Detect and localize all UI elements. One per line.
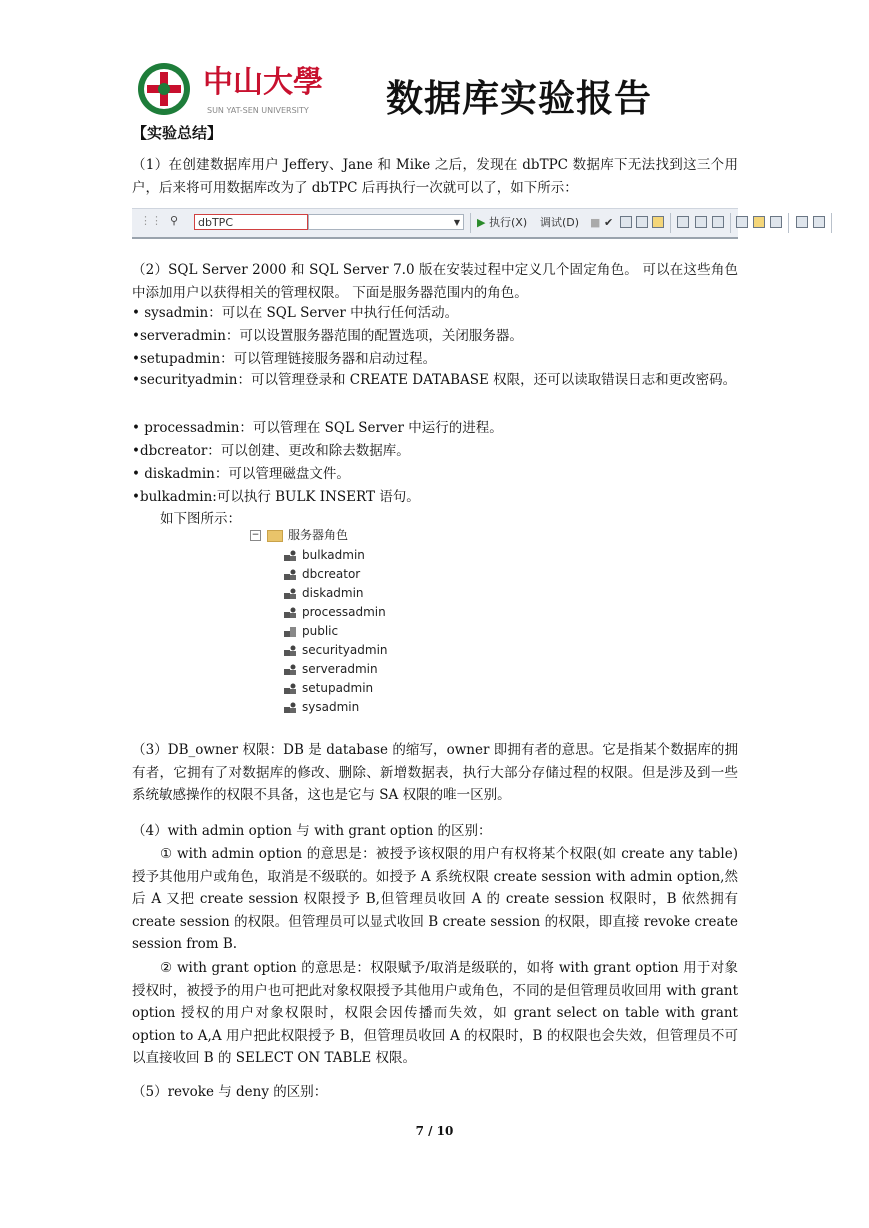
- tree-item[interactable]: [284, 660, 378, 678]
- tree-item-label: sysadmin: [302, 700, 360, 714]
- tree-item[interactable]: [284, 622, 338, 640]
- report-title: 数据库实验报告: [386, 77, 652, 120]
- paragraph-4-title: （4）with admin option 与 with grant option 的区别：: [132, 823, 492, 839]
- tree-item-label: diskadmin: [302, 586, 364, 600]
- stop-icon[interactable]: ■: [590, 216, 601, 229]
- server-role-icon: [284, 568, 297, 580]
- tree-item[interactable]: [284, 565, 360, 583]
- uncomment-icon[interactable]: [813, 216, 825, 228]
- database-select[interactable]: dbTPC: [194, 214, 308, 230]
- plug-icon[interactable]: ⚲: [170, 214, 179, 227]
- check-icon[interactable]: ✔: [604, 216, 614, 229]
- ssms-toolbar: [132, 208, 738, 239]
- database-dropdown[interactable]: [308, 214, 464, 230]
- toolbar-separator: [831, 213, 832, 233]
- page-number: 7 / 10: [415, 1124, 454, 1138]
- plan-icon[interactable]: [636, 216, 648, 228]
- tree-item[interactable]: [284, 679, 373, 697]
- server-role-icon: [284, 701, 297, 713]
- tree-root-label: 服务器角色: [288, 528, 349, 542]
- university-logo: [135, 60, 355, 118]
- tree-item[interactable]: [284, 698, 359, 716]
- results-file-icon[interactable]: [770, 216, 782, 228]
- paragraph-4b: ② with grant option 的意思是：权限赋予/取消是级联的，如将 with grant option 用于对象授权时，被授予的用户也可把此对象权限授予其他用户或角色，不同的是但管理员收回用 with grant option 授权的用户对象权限时，权限会因传播而失效，如 grant select on table with grant option to A,A 用户把此权限授予 B，但管理员收回 A 的权限时，B 的权限也会失效，但管理员不可以直接收回 B 的 SELECT ON TABLE 权限。: [132, 960, 738, 1066]
- paragraph-1: （1）在创建数据库用户 Jeffery、Jane 和 Mike 之后，发现在 dbTPC 数据库下无法找到这三个用户，后来将可用数据库改为了 dbTPC 后再执行一次就可以了，如下所示：: [132, 157, 738, 196]
- results-text-icon[interactable]: [736, 216, 748, 228]
- public-role-icon: [284, 625, 297, 637]
- role-bullet: •serveradmin：可以设置服务器范围的配置选项，关闭服务器。: [132, 328, 523, 344]
- server-role-icon: [284, 663, 297, 675]
- role-bullet: •dbcreator：可以创建、更改和除去数据库。: [132, 443, 410, 459]
- svg-text:SUN YAT-SEN UNIVERSITY: SUN YAT-SEN UNIVERSITY: [207, 106, 309, 115]
- tree-item[interactable]: [284, 584, 364, 602]
- comment-icon[interactable]: [796, 216, 808, 228]
- toolbar-separator: [470, 213, 471, 233]
- role-bullet: •setupadmin：可以管理链接服务器和启动过程。: [132, 351, 437, 367]
- toolbar-separator: [788, 213, 789, 233]
- tree-item-label: bulkadmin: [302, 548, 365, 562]
- tree-root[interactable]: [250, 526, 348, 544]
- tree-item-label: dbcreator: [302, 567, 361, 581]
- role-bullet: • processadmin：可以管理在 SQL Server 中运行的进程。: [132, 420, 503, 436]
- server-role-icon: [284, 587, 297, 599]
- collapse-icon[interactable]: −: [251, 530, 260, 540]
- tree-item-label: processadmin: [302, 605, 386, 619]
- stats-icon[interactable]: [695, 216, 707, 228]
- paragraph-5-title: （5）revoke 与 deny 的区别：: [132, 1084, 328, 1100]
- role-bullet: • diskadmin：可以管理磁盘文件。: [132, 466, 350, 482]
- server-role-icon: [284, 549, 297, 561]
- paragraph-2: （2）SQL Server 2000 和 SQL Server 7.0 版在安装过程中定义几个固定角色。 可以在这些角色中添加用户以获得相关的管理权限。 下面是服务器范围内的角色。: [132, 262, 738, 301]
- section-title: 【实验总结】: [132, 124, 223, 142]
- tree-item-label: public: [302, 624, 339, 638]
- tree-item-label: securityadmin: [302, 643, 388, 657]
- tree-item[interactable]: [284, 546, 365, 564]
- execute-button[interactable]: 执行(X): [489, 216, 528, 229]
- role-bullet: •bulkadmin:可以执行 BULK INSERT 语句。: [132, 489, 420, 505]
- folder-icon: [267, 530, 283, 542]
- paragraph-3: （3）DB_owner 权限：DB 是 database 的缩写，owner 即拥有者的意思。它是指某个数据库的拥有者，它拥有了对数据库的修改、删除、新增数据表，执行大部分存储过程的权限。但是涉及到一些系统敏感操作的权限不具备，这也是它与 SA 权限的唯一区别。: [132, 742, 738, 803]
- tree-item-label: setupadmin: [302, 681, 374, 695]
- role-bullet: •securityadmin：可以管理登录和 CREATE DATABASE 权限，还可以读取错误日志和更改密码。: [132, 372, 737, 388]
- svg-text:中山大學: 中山大學: [203, 65, 323, 100]
- paragraph-4a: ① with admin option 的意思是：被授予该权限的用户有权将某个权限(如 create any table)授予其他用户或角色，取消是不级联的。如授予 A 系统权限 create session with admin option,然后 A 又把 create session 权限授予 B,但管理员收回 A 的 create session 权限时，B 依然拥有 create session 的权限。但管理员可以显式收回 B create session 的权限，即直接 revoke create session from B.: [132, 846, 738, 952]
- toolbar-separator: [670, 213, 671, 233]
- play-icon[interactable]: ▶: [477, 216, 486, 229]
- tree-item-label: serveradmin: [302, 662, 378, 676]
- results-grid-icon[interactable]: [753, 216, 765, 228]
- server-role-icon: [284, 606, 297, 618]
- server-role-icon: [284, 644, 297, 656]
- query-options-icon[interactable]: [652, 216, 664, 228]
- grip-icon: ⋮⋮: [140, 214, 162, 227]
- role-bullet: • sysadmin：可以在 SQL Server 中执行任何活动。: [132, 305, 459, 321]
- client-stats-icon[interactable]: [712, 216, 724, 228]
- figure-intro: 如下图所示：: [160, 511, 241, 527]
- tree-item[interactable]: [284, 641, 388, 659]
- parse-icon[interactable]: [620, 216, 632, 228]
- chevron-down-icon: ▼: [453, 218, 460, 227]
- debug-button[interactable]: 调试(D): [540, 216, 580, 229]
- toolbar-separator: [730, 213, 731, 233]
- server-role-icon: [284, 682, 297, 694]
- tree-item[interactable]: [284, 603, 386, 621]
- results-icon[interactable]: [677, 216, 689, 228]
